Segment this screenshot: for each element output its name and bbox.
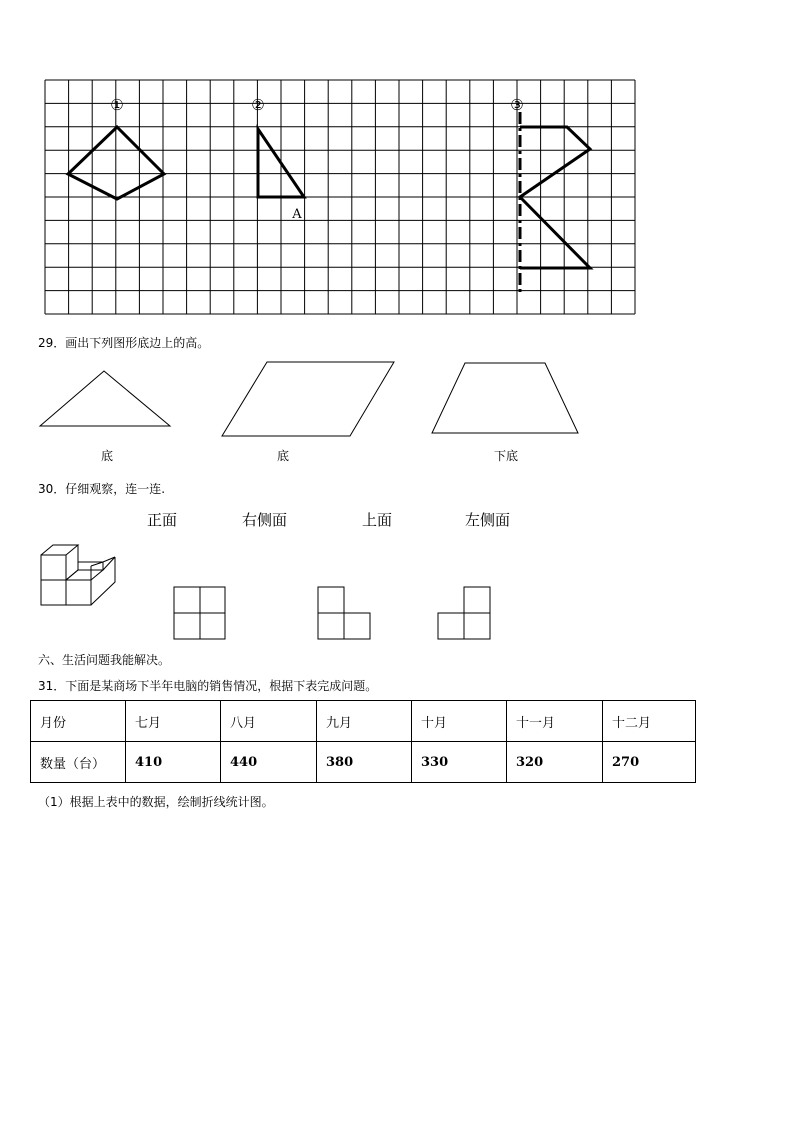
month-cell: 十月 — [412, 701, 507, 742]
month-cell: 十一月 — [507, 701, 603, 742]
label-circle-2: ② — [251, 96, 265, 114]
parallelogram-shape — [222, 362, 394, 436]
q30-figures — [0, 540, 794, 645]
view-option-l-right — [438, 587, 490, 639]
grid-figure — [0, 0, 794, 330]
month-cell: 八月 — [221, 701, 317, 742]
triangle-shape — [40, 371, 170, 426]
trapezoid-shape — [432, 363, 578, 433]
view-label-left: 左侧面 — [465, 511, 511, 529]
q29-text: 29．画出下列图形底边上的高。 — [38, 336, 210, 350]
q31-sub-question-1: （1）根据上表中的数据，绘制折线统计图。 — [38, 795, 274, 809]
q30-text: 30．仔细观察，连一连. — [38, 482, 166, 496]
value-cell: 440 — [221, 742, 317, 783]
trapezoid-base-caption: 下底 — [494, 449, 519, 463]
point-label-a: A — [292, 207, 302, 222]
view-option-l-left — [318, 587, 370, 639]
value-cell: 410 — [126, 742, 221, 783]
table-header-label: 月份 — [31, 701, 126, 742]
table-row-label: 数量（台） — [31, 742, 126, 783]
value-cell: 270 — [603, 742, 696, 783]
grid-lines — [45, 80, 635, 314]
month-cell: 十二月 — [603, 701, 696, 742]
view-label-front: 正面 — [147, 511, 178, 529]
month-cell: 九月 — [317, 701, 412, 742]
view-option-square — [174, 587, 225, 639]
sales-table — [30, 700, 696, 783]
label-circle-3: ③ — [510, 96, 524, 114]
table-row-values — [31, 742, 696, 783]
value-cell: 330 — [412, 742, 507, 783]
q31-text: 31．下面是某商场下半年电脑的销售情况，根据下表完成问题。 — [38, 679, 378, 693]
table-row-header — [31, 701, 696, 742]
parallelogram-base-caption: 底 — [277, 449, 290, 463]
section-6-title: 六、生活问题我能解决。 — [38, 653, 171, 667]
value-cell: 380 — [317, 742, 412, 783]
value-cell: 320 — [507, 742, 603, 783]
q29-shapes — [0, 355, 794, 445]
view-label-right: 右侧面 — [242, 511, 288, 529]
view-label-top: 上面 — [362, 511, 393, 529]
month-cell: 七月 — [126, 701, 221, 742]
cube-stack-drawing — [41, 545, 115, 605]
label-circle-1: ① — [110, 96, 124, 114]
triangle-base-caption: 底 — [101, 449, 114, 463]
